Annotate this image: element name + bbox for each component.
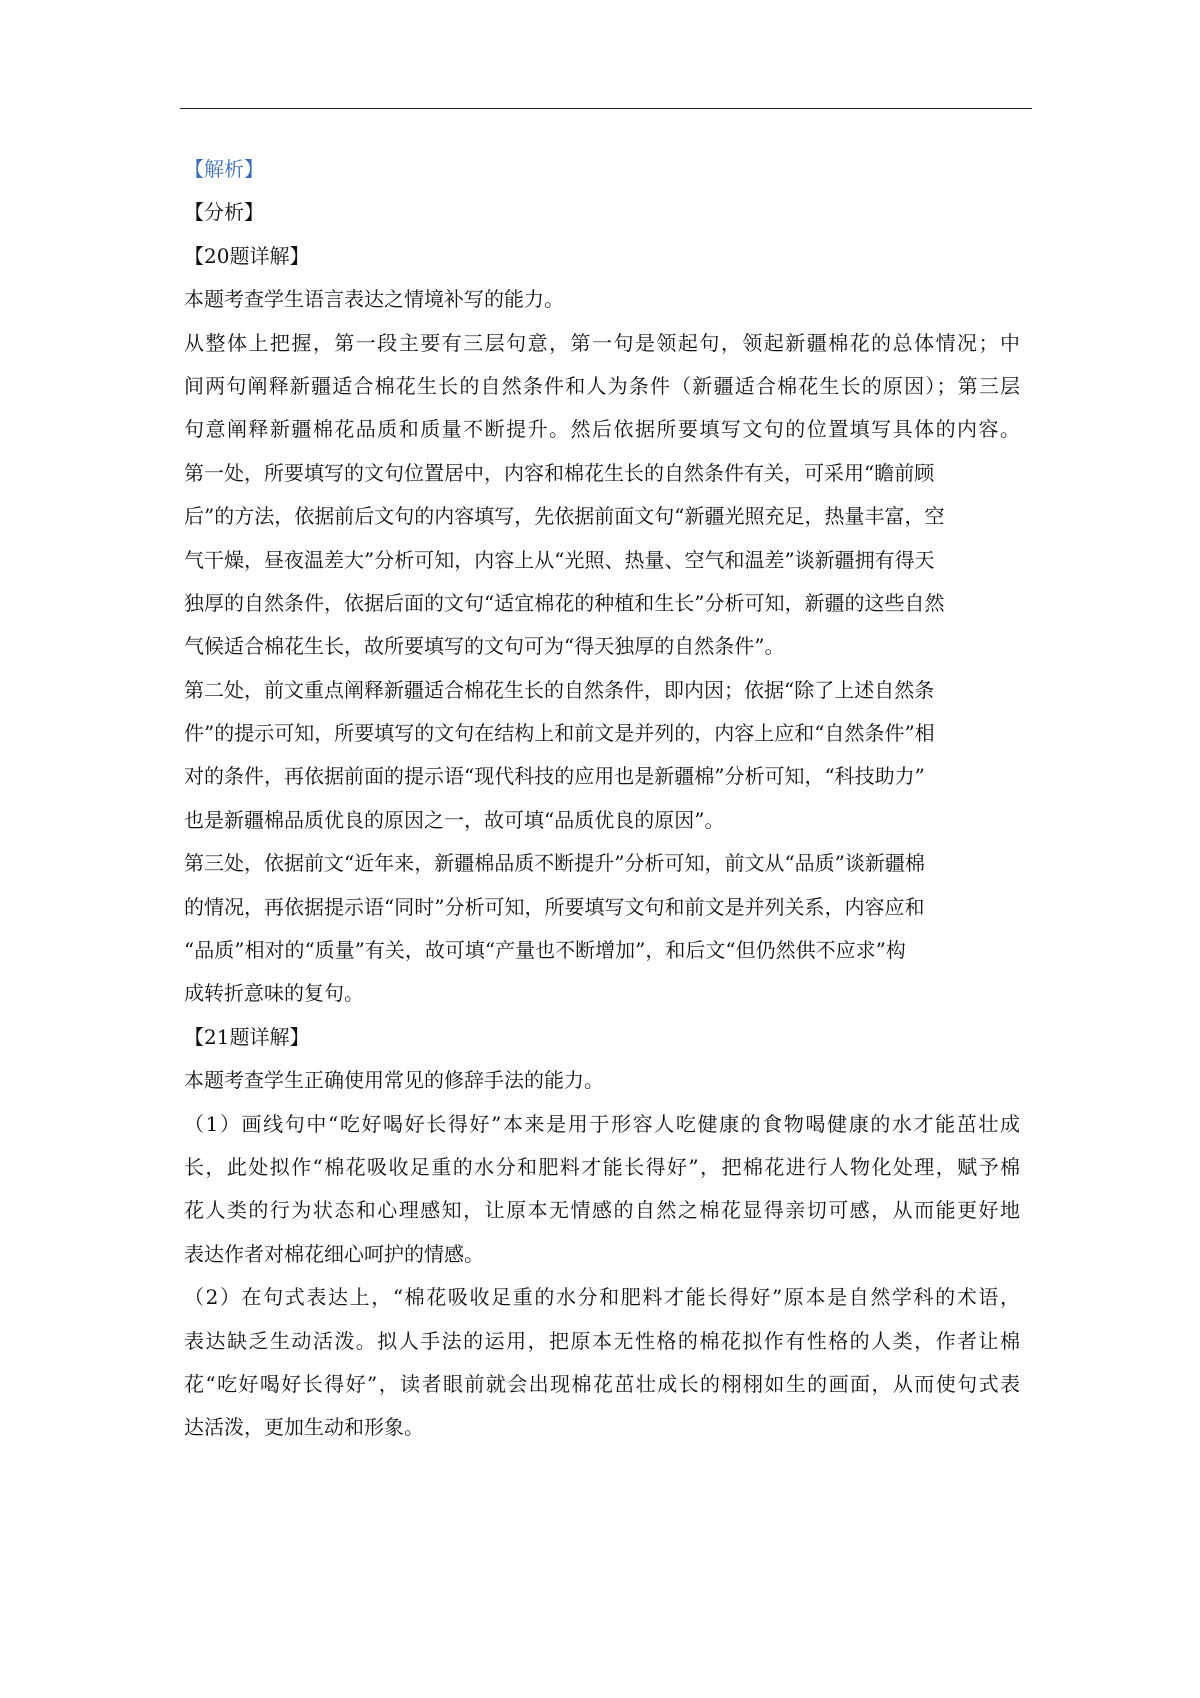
text-line: 本题考查学生正确使用常见的修辞手法的能力。 xyxy=(184,1068,604,1093)
text-line: 第二处，前文重点阐释新疆适合棉花生长的自然条件，即内因；依据“除了上述自然条 xyxy=(184,677,935,702)
text-line: 花“吃好喝好长得好”，读者眼前就会出现棉花茁壮成长的栩栩如生的画面，从而使句式表 xyxy=(184,1371,1020,1396)
text-line: 气干燥，昼夜温差大”分析可知，内容上从“光照、热量、空气和温差”谈新疆拥有得天 xyxy=(184,547,935,572)
text-line: 对的条件，再依据前面的提示语“现代科技的应用也是新疆棉”分析可知，“科技助力” xyxy=(184,764,925,789)
text-line: 达活泼，更加生动和形象。 xyxy=(184,1415,424,1440)
text-line: （1）画线句中“吃好喝好长得好”本来是用于形容人吃健康的食物喝健康的水才能茁壮成 xyxy=(184,1111,1020,1136)
text-line: 件”的提示可知，所要填写的文句在结构上和前文是并列的，内容上应和“自然条件”相 xyxy=(184,721,935,746)
text-line: 的情况，再依据提示语“同时”分析可知，所要填写文句和前文是并列关系，内容应和 xyxy=(184,894,925,919)
text-line: 【21题详解】 xyxy=(184,1024,310,1049)
text-line: 【解析】 xyxy=(184,157,264,181)
text-line: 后”的方法，依据前后文句的内容填写，先依据前面文句“新疆光照充足，热量丰富，空 xyxy=(184,504,945,529)
text-line: 第三处，依据前文“近年来，新疆棉品质不断提升”分析可知，前文从“品质”谈新疆棉 xyxy=(184,851,925,876)
text-line: “品质”相对的“质量”有关，故可填“产量也不断增加”，和后文“但仍然供不应求”构 xyxy=(184,938,906,963)
text-line: 长，此处拟作“棉花吸收足重的水分和肥料才能长得好”，把棉花进行人物化处理，赋予棉 xyxy=(184,1154,1020,1179)
text-line: 【20题详解】 xyxy=(184,243,310,268)
text-line: 从整体上把握，第一段主要有三层句意，第一句是领起句，领起新疆棉花的总体情况；中 xyxy=(184,330,1020,355)
text-line: 表达缺乏生动活泼。拟人手法的运用，把原本无性格的棉花拟作有性格的人类，作者让棉 xyxy=(184,1328,1020,1353)
text-line: 第一处，所要填写的文句位置居中，内容和棉花生长的自然条件有关，可采用“瞻前顾 xyxy=(184,460,935,485)
text-line: 句意阐释新疆棉花品质和质量不断提升。然后依据所要填写文句的位置填写具体的内容。 xyxy=(184,417,1020,442)
text-line: 【分析】 xyxy=(184,200,264,225)
text-line: 本题考查学生语言表达之情境补写的能力。 xyxy=(184,287,564,312)
document-body xyxy=(184,148,1020,1450)
text-line: 间两句阐释新疆适合棉花生长的自然条件和人为条件（新疆适合棉花生长的原因）；第三层 xyxy=(184,373,1020,398)
text-line: 成转折意味的复句。 xyxy=(184,981,364,1006)
text-line: （2）在句式表达上，“棉花吸收足重的水分和肥料才能长得好”原本是自然学科的术语， xyxy=(184,1285,1020,1310)
text-line: 气候适合棉花生长，故所要填写的文句可为“得天独厚的自然条件”。 xyxy=(184,634,785,659)
text-line: 独厚的自然条件，依据后面的文句“适宜棉花的种植和生长”分析可知，新疆的这些自然 xyxy=(184,590,945,615)
header-rule xyxy=(180,108,1032,109)
text-line: 也是新疆棉品质优良的原因之一，故可填“品质优良的原因”。 xyxy=(184,807,725,832)
text-line: 表达作者对棉花细心呵护的情感。 xyxy=(184,1241,484,1266)
text-line: 花人类的行为状态和心理感知，让原本无情感的自然之棉花显得亲切可感，从而能更好地 xyxy=(184,1198,1020,1223)
